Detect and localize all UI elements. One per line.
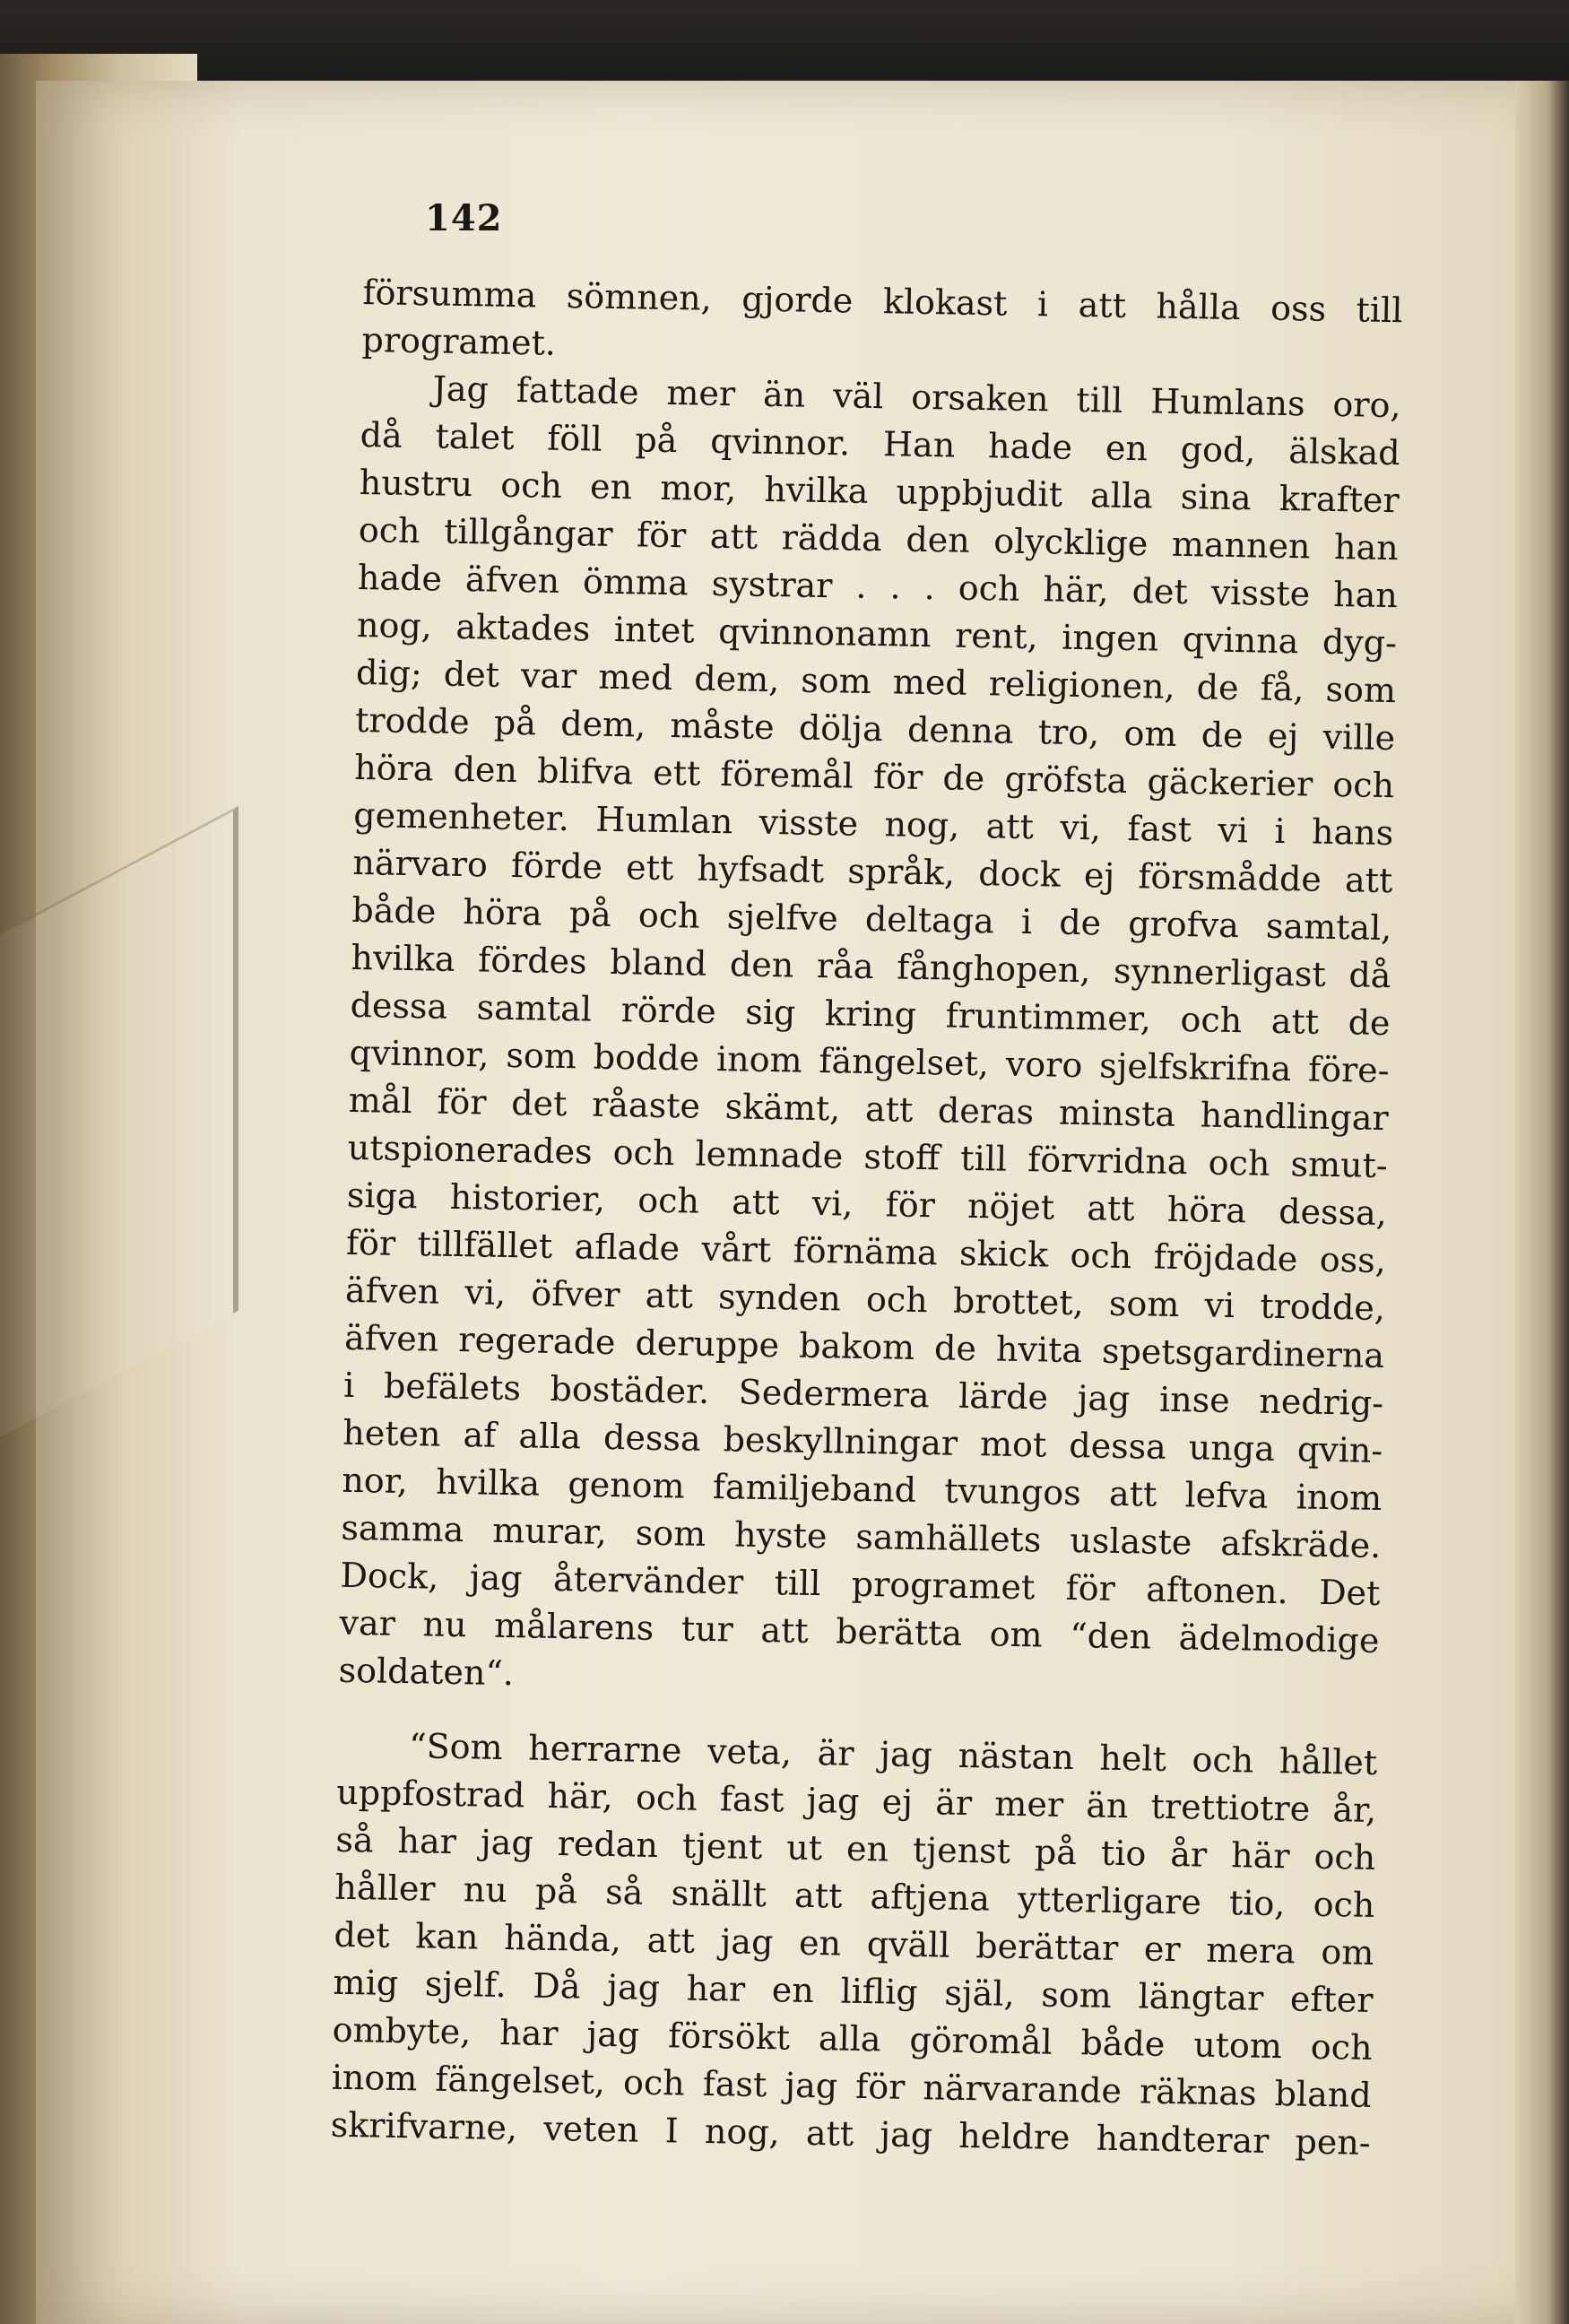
text-line: äfven vi, öfver att synden och brottet, som vi trodde,	[344, 1270, 1386, 1329]
text-line: soldaten“.	[338, 1650, 515, 1694]
text-line: qvinnor, som bodde inom fängelset, voro sjelfskrifna före-	[349, 1032, 1390, 1091]
text-line: siga historier, och att vi, för nöjet att höra dessa,	[346, 1175, 1388, 1234]
text-line: då talet föll på qvinnor. Han hade en god, älskad	[360, 414, 1400, 473]
text-line: mig sjelf. Då jag har en liflig själ, som längtar efter	[333, 1962, 1374, 2020]
text-line: Dock, jag återvänder till programet för aftonen. Det	[340, 1555, 1381, 1614]
text-line: programet.	[361, 319, 557, 363]
text-line: hade äfven ömma systrar . . . och här, det visste han	[357, 557, 1399, 616]
text-line: äfven regerade deruppe bakom de hvita spetsgardinerna	[343, 1317, 1385, 1376]
text-line: för tillfället aflade vårt förnäma skick och fröjdade oss,	[345, 1222, 1387, 1281]
text-line: nog, aktades intet qvinnonamn rent, ingen qvinna dyg-	[356, 604, 1398, 663]
text-line: hvilka fördes bland den råa fånghopen, synnerligast då	[351, 937, 1391, 996]
text-line: håller nu på så snällt att aftjena ytterligare tio, och	[334, 1867, 1375, 1925]
text-line: gemenheter. Humlan visste nog, att vi, fast vi i hans	[352, 794, 1394, 854]
text-line: mål för det råaste skämt, att deras minsta handlingar	[348, 1080, 1390, 1139]
text-line: närvaro förde ett hyfsadt språk, dock ej försmådde att	[352, 842, 1393, 901]
text-line: uppfostrad här, och fast jag ej är mer än trettiotre år,	[335, 1772, 1377, 1830]
text-line: skrifvarne, veten I nog, att jag heldre handterar pen-	[330, 2104, 1372, 2163]
text-line: “Som herrarne veta, är jag nästan helt och hållet	[408, 1726, 1378, 1782]
text-line: samma murar, som hyste samhällets uslaste afskräde.	[341, 1507, 1382, 1566]
text-line: både höra på och sjelfve deltaga i de grofva samtal,	[351, 889, 1392, 949]
text-line: det kan hända, att jag en qväll berättar er mera om	[334, 1914, 1374, 1973]
text-line: försumma sömnen, gjorde klokast i att hålla oss till	[362, 272, 1403, 331]
text-line: så har jag redan tjent ut en tjenst på tio år här och	[335, 1819, 1376, 1877]
text-line: heten af alla dessa beskyllningar mot dessa unga qvin-	[342, 1412, 1383, 1471]
text-line: och tillgångar för att rädda den olycklige mannen han	[358, 509, 1400, 568]
page-edge	[1515, 81, 1569, 2324]
text-line: var nu målarens tur att berätta om “den ädelmodige	[339, 1602, 1380, 1661]
text-line: hustru och en mor, hvilka uppbjudit alla sina krafter	[359, 462, 1400, 521]
body-text	[330, 269, 1402, 2167]
text-line: höra den blifva ett föremål för de gröfsta gäckerier och	[353, 747, 1395, 806]
text-line: inom fängelset, och fast jag för närvarande räknas bland	[331, 2057, 1373, 2115]
page-number: 142	[425, 197, 503, 239]
text-line: utspionerades och lemnade stoff till förvridna och smut-	[347, 1127, 1389, 1186]
text-line: dessa samtal rörde sig kring fruntimmer, och att de	[350, 984, 1391, 1044]
text-line: nor, hvilka genom familjeband tvungos att lefva inom	[342, 1460, 1383, 1519]
text-line: trodde på dem, måste dölja denna tro, om de ej ville	[354, 699, 1396, 759]
text-line: ombyte, har jag försökt alla göromål både utom och	[332, 2009, 1373, 2068]
text-line: dig; det var med dem, som med religionen, de få, som	[355, 652, 1397, 711]
text-line: i befälets bostäder. Sedermera lärde jag inse nedrig-	[342, 1365, 1384, 1424]
text-line: Jag fattade mer än väl orsaken till Humlans oro,	[432, 369, 1401, 426]
